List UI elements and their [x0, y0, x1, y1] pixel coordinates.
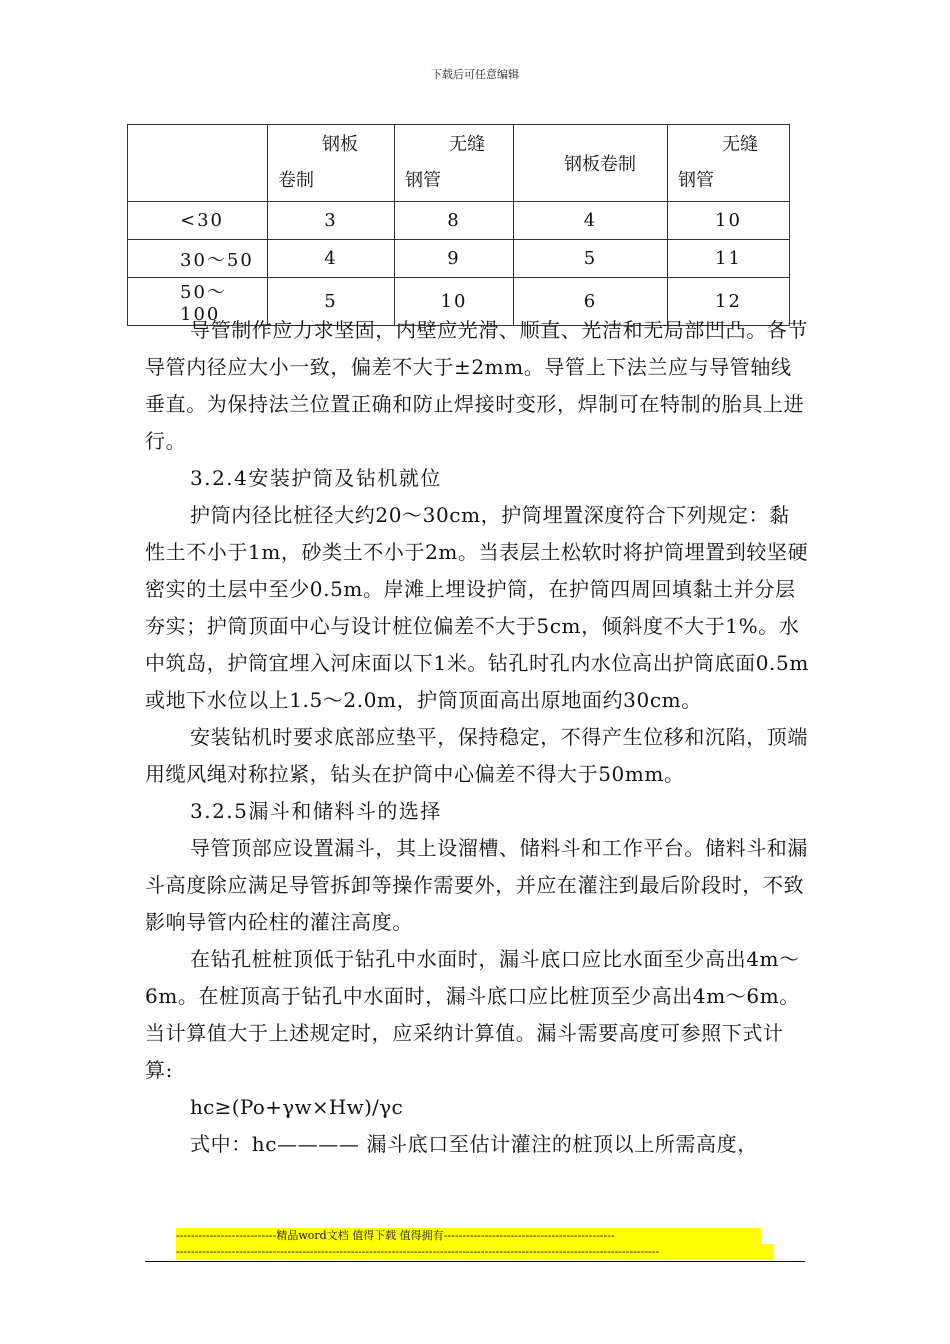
table-row [128, 202, 790, 240]
table-cell: 5 [268, 278, 395, 326]
table-header-col3-line2: 钢管 [405, 170, 441, 191]
table-header-col4: 钢板卷制 [514, 125, 668, 202]
table-header-col3-line1: 无缝 [449, 134, 485, 155]
table-cell: 4 [514, 202, 668, 240]
header-note: 下载后可任意编辑 [431, 68, 519, 81]
table-cell: 4 [268, 240, 395, 278]
section-heading: 3.2.4安装护筒及钻机就位 [190, 466, 442, 490]
section-heading: 3.2.5漏斗和储料斗的选择 [190, 799, 442, 823]
table-cell: 5 [514, 240, 668, 278]
table-header-col3 [395, 125, 514, 202]
table-cell-range: 30～50 [128, 240, 268, 278]
table-cell: 9 [395, 240, 514, 278]
paragraph: 在钻孔桩桩顶低于钻孔中水面时，漏斗底口应比水面至少高出4m～6m。在桩顶高于钻孔中水面时，漏斗底口应比桩顶至少高出4m～6m。当计算值大于上述规定时，应采纳计算值。漏斗需要高度可参照下式计算: [145, 947, 800, 1082]
paragraph: 式中：hc———— 漏斗底口至估计灌注的桩顶以上所需高度， [190, 1132, 758, 1156]
table-header-col2-line1: 钢板 [322, 134, 358, 155]
footer-banner-line1: ---------------------------精品word文档 值得下载 值得拥有---------------------------------------------- [176, 1228, 761, 1244]
table-header-col5-line1: 无缝 [722, 134, 758, 155]
document-body [145, 312, 810, 1163]
table-cell: 10 [395, 278, 514, 326]
table-header-col2 [268, 125, 395, 202]
table-header-row [128, 125, 790, 202]
table-cell: 8 [395, 202, 514, 240]
spec-table [127, 124, 790, 326]
table-cell: 12 [668, 278, 790, 326]
table-cell: 3 [268, 202, 395, 240]
footer-banner [176, 1228, 776, 1260]
paragraph: 导管制作应力求坚固，内壁应光滑、顺直、光洁和无局部凹凸。各节导管内径应大小一致，偏差不大于±2mm。导管上下法兰应与导管轴线垂直。为保持法兰位置正确和防止焊接时变形，焊制可在特制的胎具上进行。 [145, 318, 808, 453]
table-header-empty [128, 125, 268, 202]
footer-rule [145, 1261, 805, 1262]
table-cell-range: 50～100 [128, 278, 268, 326]
formula: hc≥(Po+γw×Hw)/γc [190, 1095, 403, 1119]
paragraph: 导管顶部应设置漏斗，其上设溜槽、储料斗和工作平台。储料斗和漏斗高度除应满足导管拆卸等操作需要外，并应在灌注到最后阶段时，不致影响导管内砼柱的灌注高度。 [145, 836, 808, 934]
paragraph: 护筒内径比桩径大约20～30cm，护筒埋置深度符合下列规定：黏性土不小于1m，砂类土不小于2m。当表层土松软时将护筒埋置到较坚硬密实的土层中至少0.5m。岸滩上埋设护筒，在护筒四周回填黏土并分层夯实；护筒顶面中心与设计桩位偏差不大于5cm，倾斜度不大于1%。水中筑岛，护筒宜埋入河床面以下1米。钻孔时孔内水位高出护筒底面0.5m或地下水位以上1.5～2.0m，护筒顶面高出原地面约30cm。 [145, 503, 809, 712]
table-header-col5-line2: 钢管 [678, 170, 714, 191]
footer-banner-line2: ---------------------------------------------------------------------------------------------------------------------------------- [176, 1244, 774, 1260]
table-cell: 10 [668, 202, 790, 240]
table-cell: 11 [668, 240, 790, 278]
table-cell-range: <30 [128, 202, 268, 240]
paragraph: 安装钻机时要求底部应垫平，保持稳定，不得产生位移和沉陷，顶端用缆风绳对称拉紧，钻头在护筒中心偏差不得大于50mm。 [145, 725, 808, 786]
table-header-col5 [668, 125, 790, 202]
table-header-col2-line2: 卷制 [278, 170, 314, 191]
table-row [128, 240, 790, 278]
table-cell: 6 [514, 278, 668, 326]
